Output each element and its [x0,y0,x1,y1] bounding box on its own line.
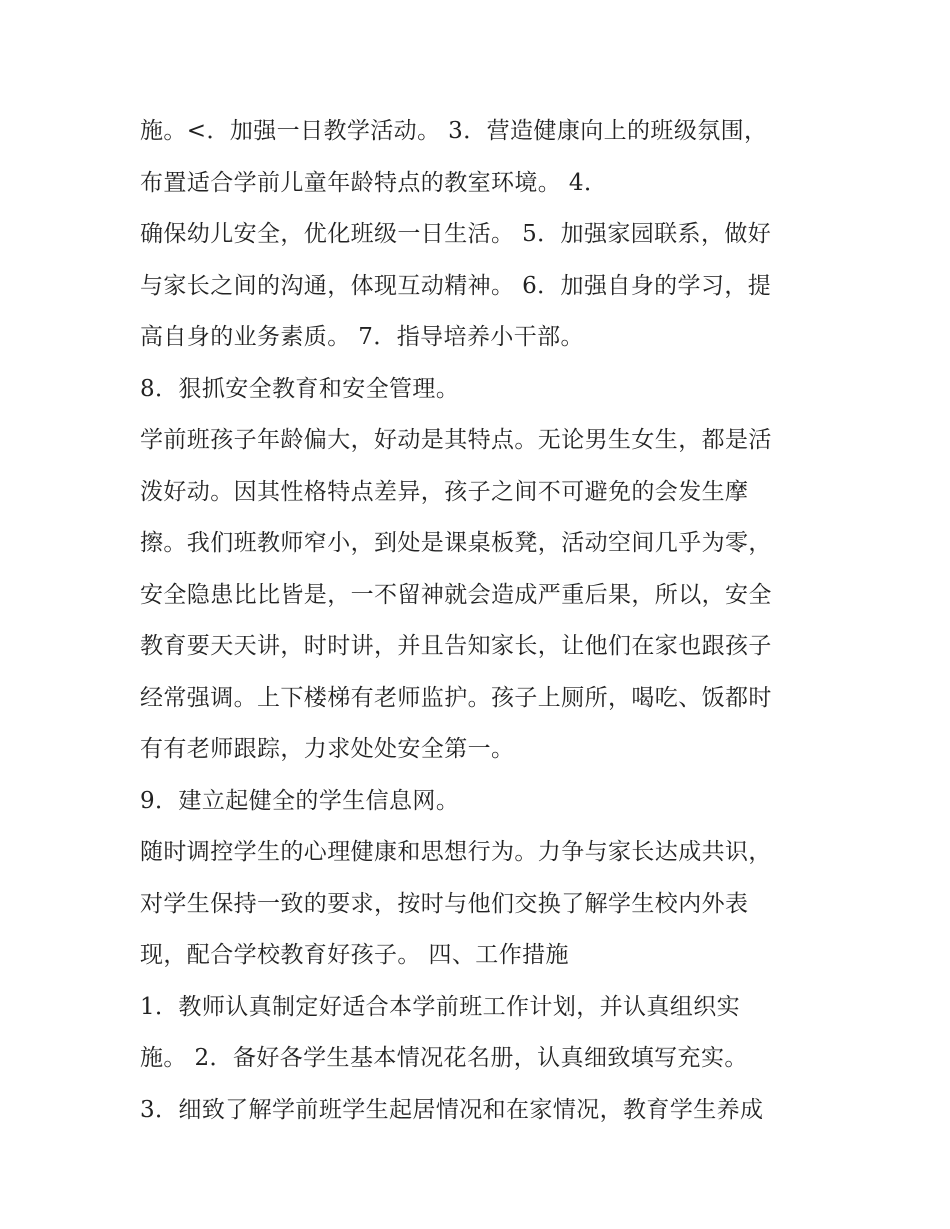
text-line: 随时调控学生的心理健康和思想行为。力争与家长达成共识， [140,839,772,865]
text-line: 施。<．加强一日教学活动。 3．营造健康向上的班级氛围， [140,118,768,144]
text-line: 确保幼儿安全，优化班级一日生活。 5．加强家园联系，做好 [140,221,772,247]
text-line: 高自身的业务素质。 7．指导培养小干部。 [140,324,584,350]
text-line: 经常强调。上下楼梯有老师监护。孩子上厕所，喝吃、饭都时 [140,684,772,711]
text-line: 安全隐患比比皆是，一不留神就会造成严重后果，所以，安全 [140,581,772,608]
text-line: 9．建立起健全的学生信息网。 [140,787,460,814]
text-line: 对学生保持一致的要求，按时与他们交换了解学生校内外表 [140,890,749,917]
text-line: 有有老师跟踪，力求处处安全第一。 [140,736,515,762]
text-line: 现，配合学校教育好孩子。 四、工作措施 [140,942,569,968]
document-body [140,106,840,1136]
text-line: 教育要天天讲，时时讲，并且告知家长，让他们在家也跟孩子 [140,633,772,659]
text-line: 施。 2．备好各学生基本情况花名册，认真细致填写充实。 [140,1045,748,1071]
text-line: 布置适合学前儿童年龄特点的教室环境。 4． [140,169,608,196]
text-line: 1．教师认真制定好适合本学前班工作计划，并认真组织实 [140,993,741,1020]
text-line: 擦。我们班教师窄小，到处是课桌板凳，活动空间几乎为零， [140,530,772,556]
text-line: 3．细致了解学前班学生起居情况和在家情况，教育学生养成 [140,1096,764,1123]
text-line: 与家长之间的沟通，体现互动精神。 6．加强自身的学习，提 [140,272,772,299]
text-line: 8．狠抓安全教育和安全管理。 [140,375,460,402]
text-line: 泼好动。因其性格特点差异，孩子之间不可避免的会发生摩 [140,478,749,505]
text-line: 学前班孩子年龄偏大，好动是其特点。无论男生女生，都是活 [140,427,772,453]
